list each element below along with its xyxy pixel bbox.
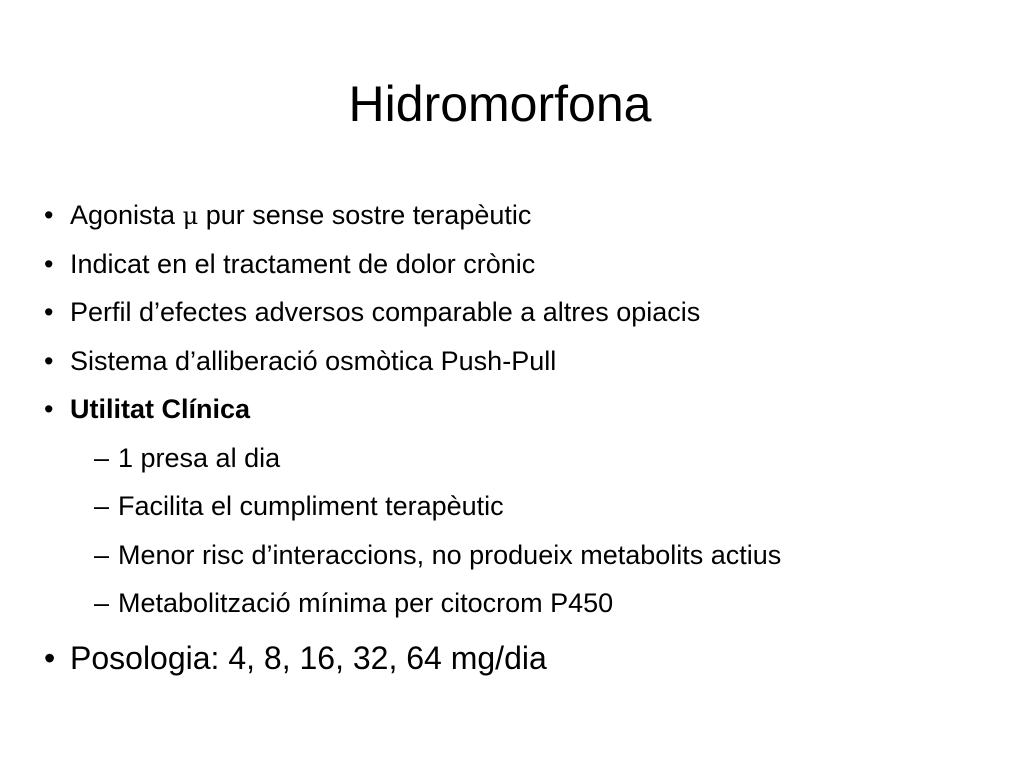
bullet-text-before: Agonista: [70, 200, 183, 230]
mu-symbol: μ: [182, 202, 199, 230]
bullet-marker: •: [44, 639, 56, 676]
bullet-item-posology: [44, 636, 1004, 685]
bullet-marker: •: [44, 394, 54, 424]
bullet-text: Sistema d’alliberació osmòtica Push-Pull: [70, 345, 557, 376]
sub-bullet-text: Facilita el cumpliment terapèutic: [118, 491, 504, 521]
sub-bullet-text: 1 presa al dia: [118, 442, 281, 473]
bullet-item-indication: [44, 244, 1004, 293]
bullet-text: Perfil d’efectes adversos comparable a altres opiacis: [70, 297, 701, 327]
bullet-item-clinical-utility: [44, 389, 1004, 438]
bullet-text: [70, 195, 531, 236]
bullet-item-agonist: [44, 195, 1004, 244]
bullet-marker: •: [44, 345, 54, 376]
sub-bullet-text: Metabolització mínima per citocrom P450: [118, 588, 614, 618]
slide-title: Hidromorfona: [348, 76, 652, 132]
bullet-marker: •: [44, 297, 54, 327]
bullet-list: [44, 195, 1004, 684]
bullet-text: Utilitat Clínica: [70, 394, 251, 424]
sub-bullet-item-compliance: [44, 486, 1004, 535]
bullet-marker: •: [44, 248, 54, 279]
bullet-text-after: pur sense sostre terapèutic: [198, 200, 532, 230]
sub-bullet-marker: –: [94, 491, 110, 521]
bullet-marker: •: [44, 200, 54, 230]
bullet-text: Indicat en el tractament de dolor crònic: [70, 248, 536, 279]
sub-bullet-item-metabolism: [44, 583, 1004, 632]
bullet-item-release-system: [44, 341, 1004, 390]
sub-bullet-item-interactions: [44, 535, 1004, 584]
sub-bullet-marker: –: [94, 539, 110, 570]
sub-bullet-text: Menor risc d’interaccions, no produeix metabolits actius: [118, 539, 782, 570]
sub-bullet-marker: –: [94, 442, 110, 473]
sub-bullet-marker: –: [94, 588, 110, 618]
bullet-item-adverse-effects: [44, 292, 1004, 341]
posology-text: Posologia: 4, 8, 16, 32, 64 mg/dia: [70, 639, 547, 676]
sub-bullet-item-dosing: [44, 438, 1004, 487]
